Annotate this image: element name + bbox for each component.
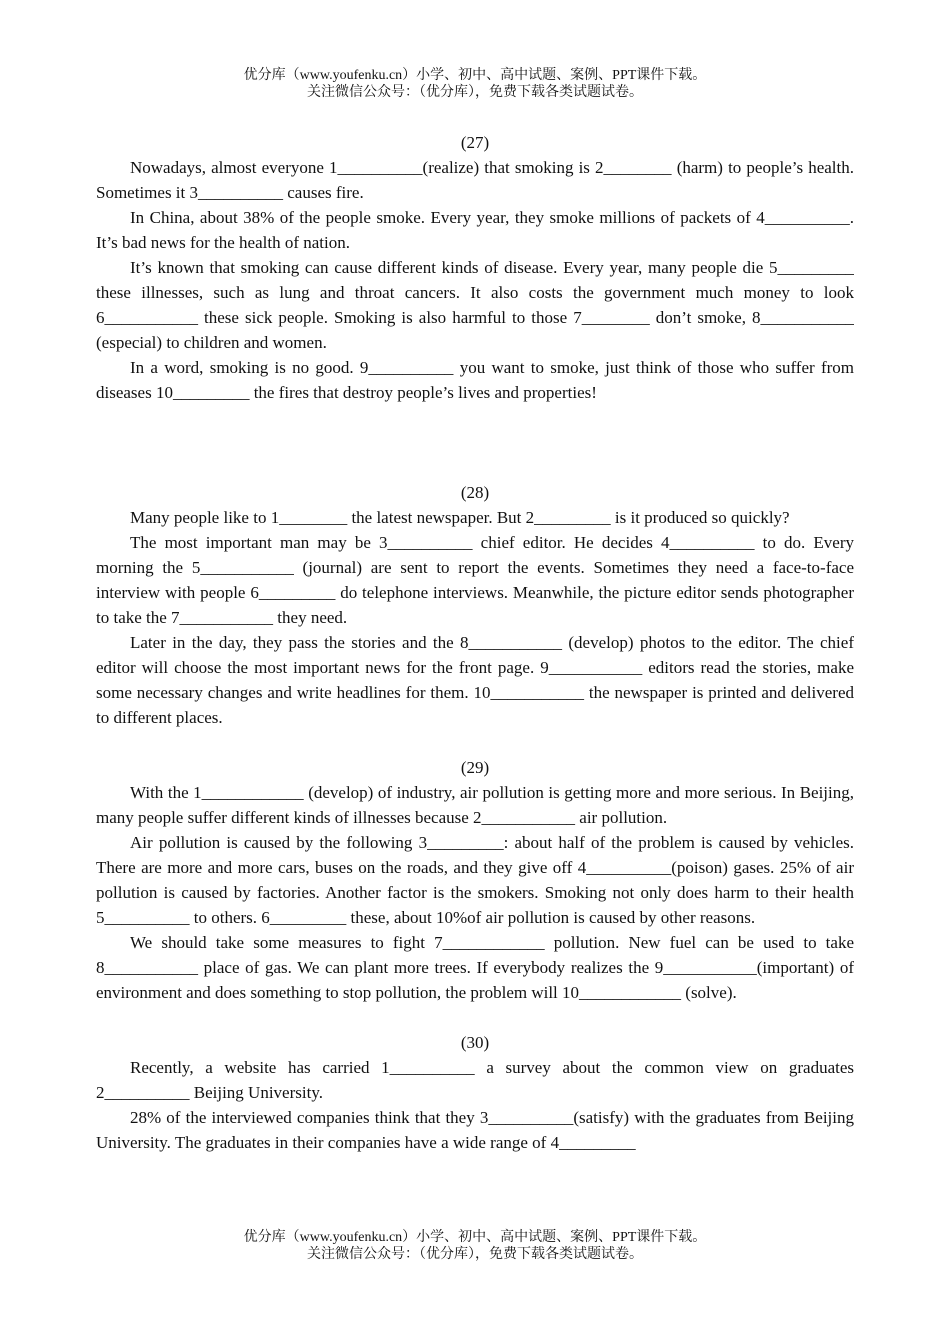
exercise-30-paragraph-1: Recently, a website has carried 1__________ a survey about the common view on graduates 2__________ Beijing University. [96,1058,854,1102]
exercise-28-title: (28) [460,483,490,502]
exercise-29-paragraph-2: Air pollution is caused by the following 3_________: about half of the problem is caused by vehicles. There are more and more cars, buses on the roads, and they give off 4__________(poison) gases. 25% of air pollution is caused by factories. Another factor is the smokers. Smoking not only does harm to their health 5__________ to others. 6_________ these, about 10%of air pollution is caused by other reasons. [96,833,854,927]
exercise-27-title: (27) [460,133,490,152]
exercise-27-paragraph-4: In a word, smoking is no good. 9__________ you want to smoke, just think of those who suffer from diseases 10_________ the fires that destroy people’s lives and properties! [96,358,854,402]
footer-line-1: 优分库（www.youfenku.cn）小学、初中、高中试题、案例、PPT课件下载。 [243,1230,707,1245]
exercise-page [96,130,854,1155]
exercise-30-paragraph-2: 28% of the interviewed companies think that they 3__________(satisfy) with the graduates from Beijing University. The graduates in their companies have a wide range of 4_________ [96,1108,854,1152]
page-header [0,67,950,101]
exercise-28 [96,480,854,730]
header-line-1: 优分库（www.youfenku.cn）小学、初中、高中试题、案例、PPT课件下载。 [243,68,707,83]
exercise-29-paragraph-3: We should take some measures to fight 7____________ pollution. New fuel can be used to take 8___________ place of gas. We can plant more trees. If everybody realizes the 9___________(important) of environment and does something to stop pollution, the problem will 10____________ (solve). [96,933,854,1002]
exercise-29-paragraph-1: With the 1____________ (develop) of industry, air pollution is getting more and more serious. In Beijing, many people suffer different kinds of illnesses because 2___________ air pollution. [96,783,854,827]
exercise-27-paragraph-3: It’s known that smoking can cause different kinds of disease. Every year, many people die 5_________ these illnesses, such as lung and throat cancers. It also costs the government much money to look 6___________ these sick people. Smoking is also harmful to those 7________ don’t smoke, 8___________ (especial) to children and women. [96,258,854,352]
exercise-27-paragraph-1: Nowadays, almost everyone 1__________(realize) that smoking is 2________ (harm) to people’s health. Sometimes it 3__________ causes fire. [96,158,854,202]
footer-line-2: 关注微信公众号：（优分库），免费下载各类试题试卷。 [307,1247,643,1262]
exercise-28-paragraph-3: Later in the day, they pass the stories and the 8___________ (develop) photos to the editor. The chief editor will choose the most important news for the front page. 9___________ editors read the stories, make some necessary changes and write headlines for them. 10___________ the newspaper is printed and delivered to different places. [96,633,854,727]
exercise-29-title: (29) [460,758,490,777]
exercise-28-paragraph-2: The most important man may be 3__________ chief editor. He decides 4__________ to do. Every morning the 5___________ (journal) are sent to report the events. Sometimes they need a face-to-face interview with people 6_________ do telephone interviews. Meanwhile, the picture editor sends photographer to take the 7___________ they need. [96,533,854,627]
page-footer [0,1229,950,1263]
exercise-30 [96,1030,854,1155]
exercise-30-title: (30) [460,1033,490,1052]
exercise-27-paragraph-2: In China, about 38% of the people smoke. Every year, they smoke millions of packets of 4__________. It’s bad news for the health of nation. [96,208,854,252]
header-line-2: 关注微信公众号：（优分库），免费下载各类试题试卷。 [307,85,643,100]
exercise-27 [96,130,854,405]
exercise-29 [96,755,854,1005]
exercise-28-paragraph-1: Many people like to 1________ the latest newspaper. But 2_________ is it produced so quickly? [130,508,790,527]
